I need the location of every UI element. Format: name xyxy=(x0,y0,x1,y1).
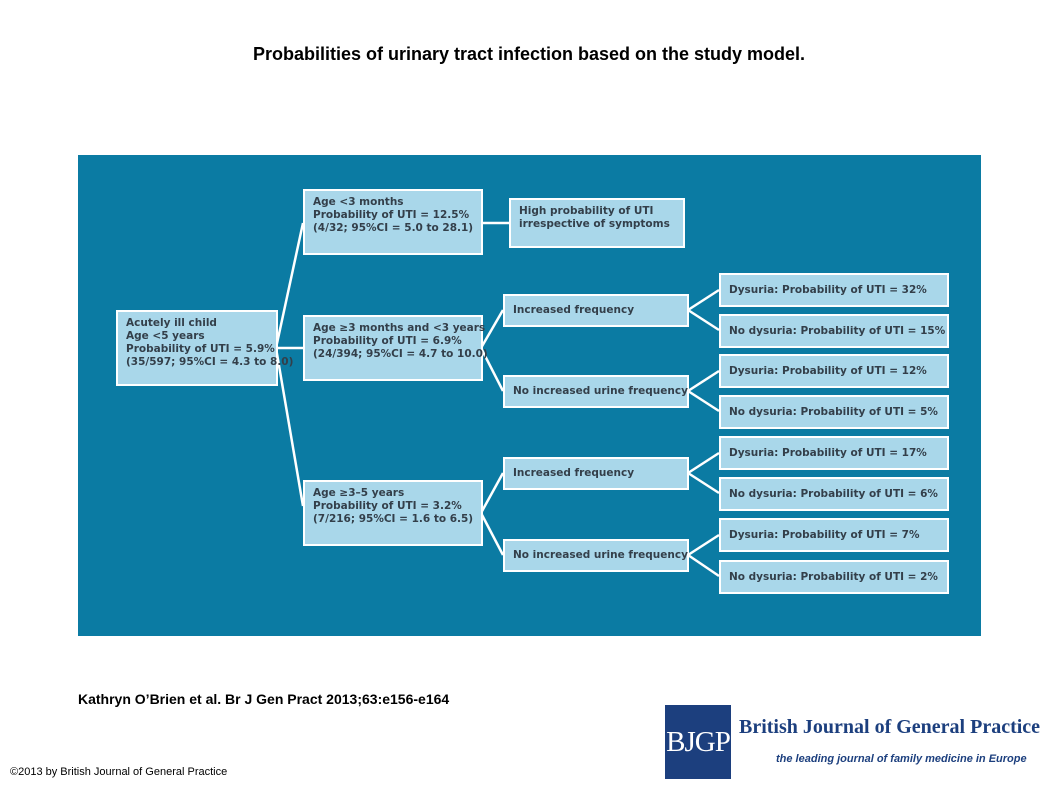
no-dysuria-outcome-box xyxy=(719,477,949,511)
outcome-label: No dysuria: Probability of UTI = 15% xyxy=(729,324,946,337)
node-line: Age ≥3–5 years xyxy=(313,487,405,499)
age-3-to-5-years-box xyxy=(303,480,483,546)
connector-a-dys xyxy=(688,290,719,310)
connector-35y-not-increased xyxy=(481,513,503,555)
connector-d-nodys xyxy=(688,555,719,576)
root-line: (35/597; 95%CI = 4.3 to 8.0) xyxy=(126,356,294,368)
bjgp-logo-mark: BJGP xyxy=(665,705,731,779)
dysuria-outcome-box xyxy=(719,273,949,307)
node-line: Probability of UTI = 3.2% xyxy=(313,500,462,512)
node-line: Probability of UTI = 6.9% xyxy=(313,335,462,347)
frequency-label: No increased urine frequency xyxy=(513,385,688,397)
connector-35y-increased xyxy=(481,473,503,513)
increased-frequency-box xyxy=(503,457,689,490)
root-line: Age <5 years xyxy=(126,330,205,342)
increased-frequency-box xyxy=(503,294,689,327)
node-line: (4/32; 95%CI = 5.0 to 28.1) xyxy=(313,222,474,234)
connector-b-dys xyxy=(688,371,719,391)
copyright-notice: ©2013 by British Journal of General Practice xyxy=(10,766,228,778)
frequency-label: No increased urine frequency xyxy=(513,549,688,561)
node-line: (7/216; 95%CI = 1.6 to 6.5) xyxy=(313,513,474,525)
journal-name: British Journal of General Practice xyxy=(739,716,1041,738)
connector-to-3m-3y xyxy=(276,348,303,506)
outcome-label: No dysuria: Probability of UTI = 2% xyxy=(729,570,938,583)
citation: Kathryn O’Brien et al. Br J Gen Pract 2013;63:e156-e164 xyxy=(78,691,450,707)
outcome-label: Dysuria: Probability of UTI = 7% xyxy=(729,528,920,541)
no-dysuria-outcome-box xyxy=(719,395,949,429)
node-line: Age ≥3 months and <3 years xyxy=(313,322,486,334)
no-dysuria-outcome-box xyxy=(719,560,949,594)
node-line: Age <3 months xyxy=(313,196,404,208)
figure-title: Probabilities of urinary tract infection based on the study model. xyxy=(252,44,806,64)
outcome-label: Dysuria: Probability of UTI = 17% xyxy=(729,446,927,459)
no-dysuria-outcome-box xyxy=(719,314,949,348)
frequency-label: Increased frequency xyxy=(513,304,635,316)
outcome-line: High probability of UTI xyxy=(519,205,654,217)
decision-tree-diagram xyxy=(78,155,981,636)
frequency-label: Increased frequency xyxy=(513,467,635,479)
dysuria-outcome-box xyxy=(719,518,949,552)
bjgp-logo xyxy=(665,705,1040,779)
node-line: Probability of UTI = 12.5% xyxy=(313,209,470,221)
age-under-3-months-box xyxy=(303,189,483,255)
outcome-line: irrespective of symptoms xyxy=(519,218,670,230)
root-box xyxy=(116,310,294,386)
node-line: (24/394; 95%CI = 4.7 to 10.0) xyxy=(313,348,488,360)
connector-c-dys xyxy=(688,453,719,473)
outcome-label: Dysuria: Probability of UTI = 32% xyxy=(729,283,927,296)
connector-b-nodys xyxy=(688,391,719,411)
no-increased-frequency-box xyxy=(503,375,689,408)
high-probability-outcome-box xyxy=(509,198,685,248)
outcome-label: Dysuria: Probability of UTI = 12% xyxy=(729,364,927,377)
no-increased-frequency-box xyxy=(503,539,689,572)
journal-tagline: the leading journal of family medicine in Europe xyxy=(776,753,1027,765)
connector-d-dys xyxy=(688,535,719,555)
dysuria-outcome-box xyxy=(719,354,949,388)
dysuria-outcome-box xyxy=(719,436,949,470)
connector-a-nodys xyxy=(688,310,719,330)
outcome-label: No dysuria: Probability of UTI = 6% xyxy=(729,487,938,500)
age-3-months-to-3-years-box xyxy=(303,315,488,381)
connector-to-under3m xyxy=(276,223,303,348)
root-line: Acutely ill child xyxy=(126,317,217,329)
outcome-label: No dysuria: Probability of UTI = 5% xyxy=(729,405,938,418)
root-line: Probability of UTI = 5.9% xyxy=(126,343,275,355)
connector-c-nodys xyxy=(688,473,719,493)
